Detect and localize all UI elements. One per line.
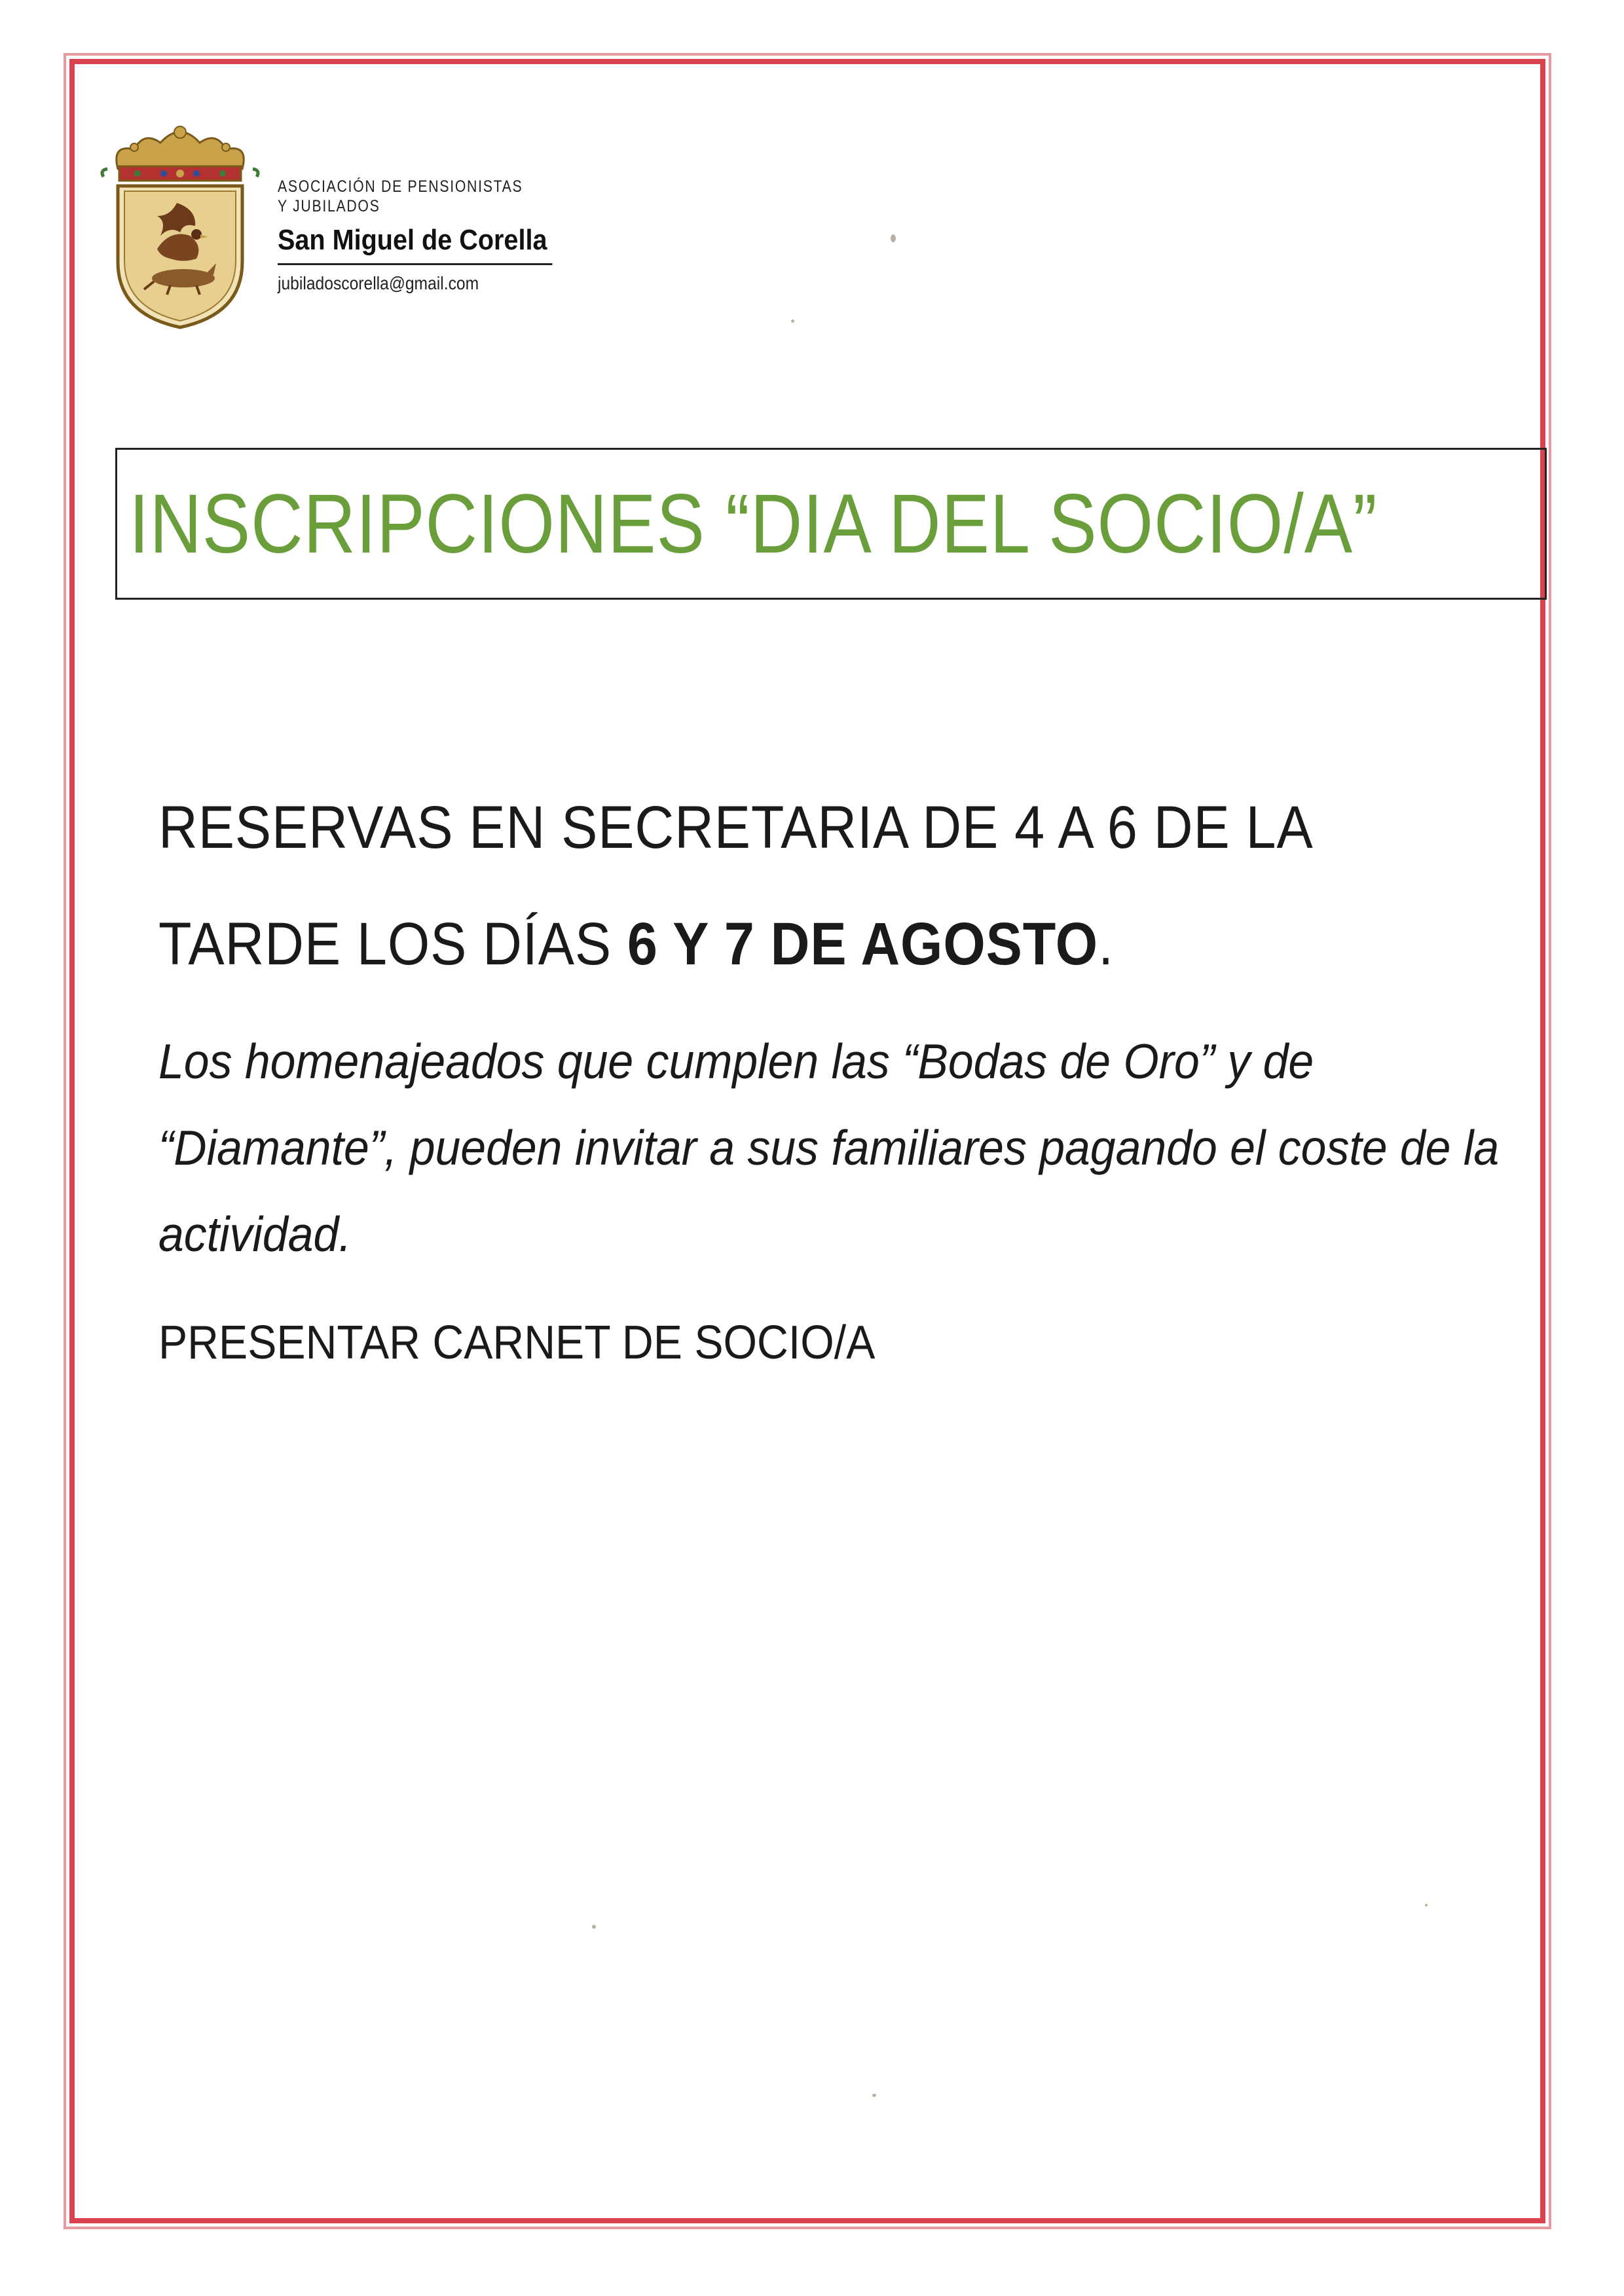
scan-speck [592,1925,596,1929]
reservation-dates: 6 Y 7 DE AGOSTO [627,911,1099,977]
scan-speck [872,2094,876,2097]
reservation-line2 [158,886,1501,1002]
scan-speck [1425,1904,1428,1906]
org-name: San Miguel de Corella [278,224,552,265]
org-type-line2: Y JUBILADOS [278,197,380,215]
reservation-line2-suffix: . [1098,911,1114,977]
scan-speck [891,234,896,242]
guests-note [158,1018,1534,1277]
letterhead [98,118,583,334]
organization-info [278,177,583,294]
scan-speck [791,319,794,323]
title-box [115,448,1547,600]
reservation-info [158,769,1501,1002]
present-card-note: PRESENTAR CARNET DE SOCIO/A [158,1317,876,1369]
crown-icon [102,126,258,181]
org-email: jubiladoscorella@gmail.com [278,273,479,293]
org-type-line1: ASOCIACIÓN DE PENSIONISTAS [278,177,523,196]
reservation-line1: RESERVAS EN SECRETARIA DE 4 A 6 DE LA [158,794,1314,861]
reservation-line2-prefix: TARDE LOS DÍAS [158,911,627,977]
coat-of-arms-icon [98,118,262,334]
guests-note-text: Los homenajeados que cumplen las “Bodas de Oro” y de “Diamante”, pueden invitar a sus familiares pagando el coste de la actividad. [158,1034,1500,1262]
page-title: INSCRIPCIONES “DIA DEL SOCIO/A” [129,477,1378,571]
